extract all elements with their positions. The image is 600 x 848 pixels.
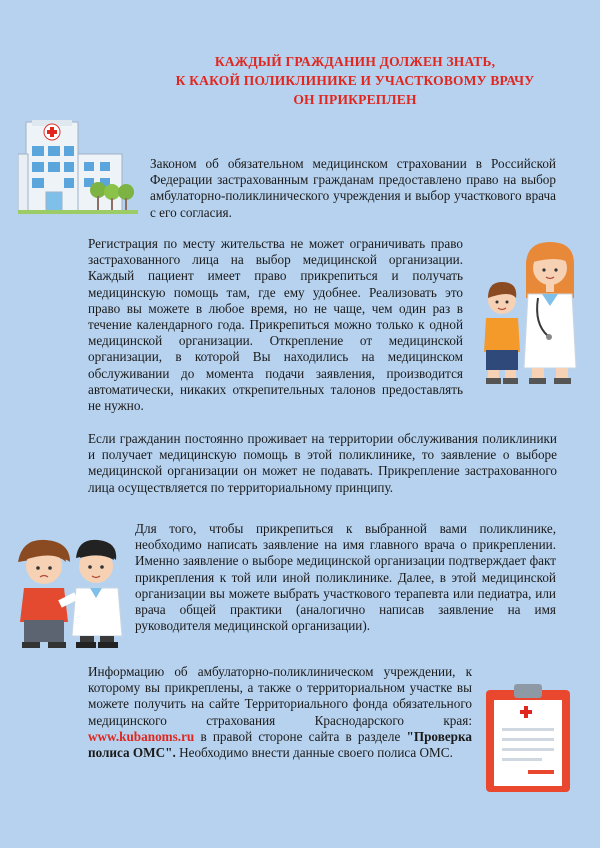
doctor-child-icon (476, 240, 586, 385)
paragraph-application: Для того, чтобы прикрепиться к выбранной вами поликлинике, необходимо написать заявление на имя главного врача о прикреплении. Именно заявление о выборе медицинской организации подтверждает факт прикрепления к той или иной поликлинике. Далее, в этой медицинской организации вы можете выбрать участкового терапевта или педиатра, или врача общей практики (аналогично написав заявление на имя руководителя медицинской организации). (135, 521, 556, 634)
title-line-1: КАЖДЫЙ ГРАЖДАНИН ДОЛЖЕН ЗНАТЬ, (214, 54, 496, 69)
paragraph-intro: Законом об обязательном медицинском страховании в Российской Федерации застрахованным гражданам предоставлено право на выбор амбулаторно-поликлинического учреждения и выбор участкового врача с его согласия. (150, 156, 556, 220)
title-line-3: ОН ПРИКРЕПЛЕН (293, 92, 417, 107)
hospital-icon (18, 120, 140, 220)
info-text-end: Необходимо внести данные своего полиса ОМС. (175, 745, 453, 761)
info-text-middle: в правой стороне сайта в разделе (194, 728, 407, 744)
kubanoms-link[interactable]: www.kubanoms.ru (88, 728, 195, 744)
paragraph-registration: Регистрация по месту жительства не может ограничивать право застрахованного лица на выбор медицинской организации. Каждый пациент имеет право прикрепиться и получать медицинскую помощь там, где ему удобнее. Реализовать это право вы можете в любое время, но не чаще, чем один раз в течение календарного года. Прикрепиться можно только к одной медицинской организации. Открепление от медицинской организации, в которой Вы находились на медицинском обслуживании до момента подачи заявления, производится автоматически, никаких открепительных талонов предоставлять не нужно. (88, 236, 463, 414)
policy-check-section: "Проверка полиса ОМС". (88, 728, 472, 761)
page-title (150, 52, 560, 109)
paragraph-territory: Если гражданин постоянно проживает на территории обслуживания поликлиники и получает медицинскую помощь в этой поликлинике, то заявление о выборе медицинской организации он может не подавать. Прикрепление застрахованного лица осуществляется по территориальному принципу. (88, 431, 557, 495)
title-line-2: К КАКОЙ ПОЛИКЛИНИКЕ И УЧАСТКОВОМУ ВРАЧУ (175, 73, 535, 88)
info-text-start: Информацию об амбулаторно-поликлиническом учреждении, к которому вы прикреплены, а также о территориальном участке вы можете получить на сайте Территориального фонда обязательного медицинского страхования Краснодарского края: (88, 664, 472, 728)
doctor-patient-icon (14, 532, 132, 650)
paragraph-info (88, 664, 472, 761)
clipboard-icon (484, 682, 572, 794)
